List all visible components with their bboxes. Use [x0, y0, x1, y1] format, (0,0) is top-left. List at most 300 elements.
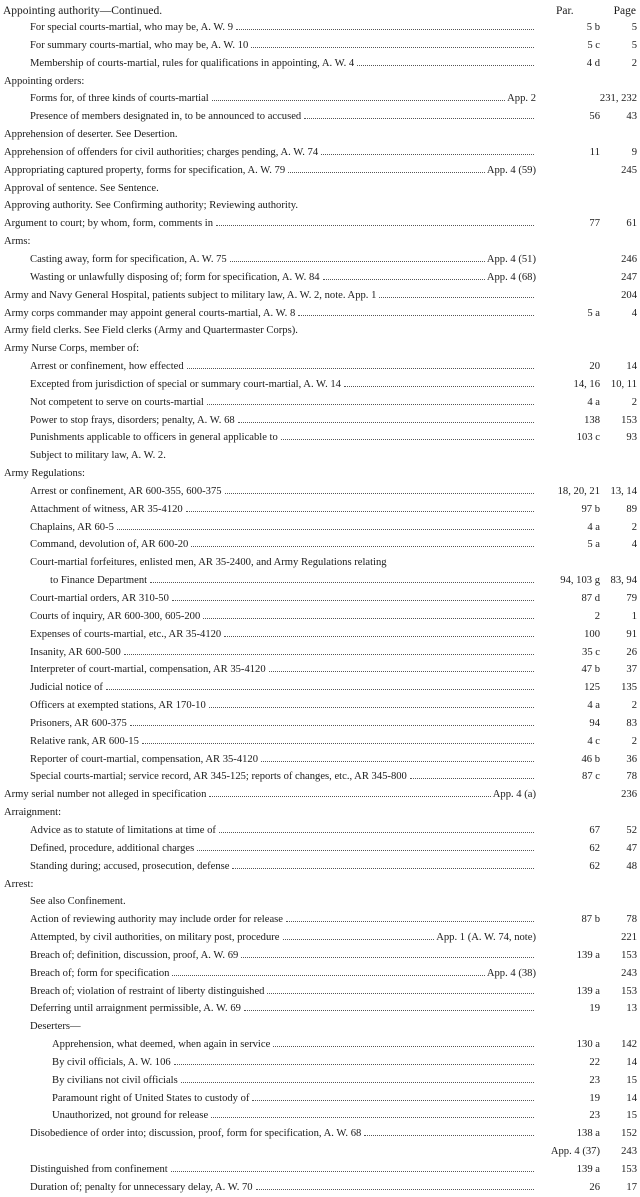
entry-label: Deferring until arraignment permissible, A. W. 69 — [30, 1003, 241, 1015]
page-number: 153 — [621, 949, 637, 961]
appendix-reference: App. 4 (a) — [492, 789, 536, 801]
index-entry — [0, 412, 640, 430]
entry-label: Breach of; form for specification — [30, 967, 170, 979]
index-entry — [0, 162, 640, 180]
paragraph-number: 138 — [584, 414, 600, 426]
index-entry — [0, 55, 640, 73]
index-entry — [0, 90, 640, 108]
entry-text-line — [0, 215, 536, 233]
entry-label: Excepted from jurisdiction of special or summary court-martial, A. W. 14 — [30, 378, 341, 390]
entry-text-line — [0, 287, 536, 305]
page-number: 2 — [631, 700, 637, 712]
entry-label: Subject to military law, A. W. 2. — [30, 450, 166, 462]
dot-leader — [187, 358, 534, 369]
paragraph-number: 11 — [589, 146, 600, 158]
entry-label: Command, devolution of, AR 600-20 — [30, 539, 189, 551]
dot-leader — [150, 572, 534, 583]
paragraph-number: 5 a — [587, 539, 600, 551]
page-column-heading: Page — [613, 5, 636, 17]
entry-text-line — [0, 751, 536, 769]
entry-text-line — [0, 1054, 536, 1072]
page-number: 93 — [626, 432, 637, 444]
paragraph-number: 2 — [594, 610, 600, 622]
page-number: 47 — [626, 842, 637, 854]
dot-leader — [251, 37, 534, 48]
paragraph-number: 4 d — [586, 57, 600, 69]
entry-text-line — [0, 911, 536, 929]
index-entry — [0, 822, 640, 840]
entry-label: Appropriating captured property, forms for specification, A. W. 79 — [4, 164, 286, 176]
entry-text-line — [0, 733, 536, 751]
page-number: 153 — [621, 414, 637, 426]
page-number: 245 — [621, 164, 637, 176]
index-entry — [0, 840, 640, 858]
index-entry — [0, 679, 640, 697]
dot-leader — [321, 144, 534, 155]
page-number: 78 — [626, 771, 637, 783]
entry-label: Officers at exempted stations, AR 170-10 — [30, 700, 206, 712]
index-entry — [0, 1125, 640, 1143]
entry-text-line — [0, 90, 536, 108]
dot-leader — [225, 483, 534, 494]
dot-leader — [224, 626, 534, 637]
index-entry — [0, 768, 640, 786]
entry-label: Expenses of courts-martial, etc., AR 35-4120 — [30, 628, 222, 640]
index-entry — [0, 536, 640, 554]
entry-label: Attempted, by civil authorities, on military post, procedure — [30, 932, 280, 944]
page-number: 10, 11 — [610, 378, 637, 390]
entry-label: Prisoners, AR 600-375 — [30, 717, 127, 729]
index-entry — [0, 1179, 640, 1197]
entry-text-line — [0, 1161, 536, 1179]
entry-label: Reporter of court-martial, compensation, AR 35-4120 — [30, 753, 259, 765]
entry-text-line — [0, 536, 536, 554]
paragraph-number: 87 d — [581, 593, 600, 604]
index-entry — [0, 233, 640, 251]
index-entry — [0, 322, 640, 340]
dot-leader — [357, 55, 534, 66]
paragraph-number: 139 a — [576, 1164, 600, 1175]
entry-label: Court-martial forfeitures, enlisted men, AR 35-2400, and Army Regulations relating — [30, 557, 387, 569]
dot-leader — [379, 287, 534, 298]
index-entry — [0, 251, 640, 269]
entry-text-line — [0, 1179, 536, 1197]
entry-text-line — [0, 126, 536, 144]
index-entry — [0, 340, 640, 358]
paragraph-number: 94, 103 g — [560, 575, 600, 587]
page-number: 221 — [621, 932, 637, 944]
entry-text-line — [0, 983, 536, 1001]
entry-text-line — [0, 1090, 536, 1108]
appendix-reference: App. 4 (38) — [486, 967, 536, 979]
dot-leader — [281, 429, 534, 440]
appendix-reference: App. 1 (A. W. 74, note) — [436, 932, 536, 944]
index-entry — [0, 876, 640, 894]
paragraph-number: 130 a — [576, 1039, 600, 1051]
entry-label: Approving authority. See Confirming authority; Reviewing authority. — [4, 200, 299, 212]
page-number: 14 — [626, 361, 637, 373]
index-entry — [0, 73, 640, 91]
dot-leader — [244, 1000, 534, 1011]
entry-label: Army corps commander may appoint general courts-martial, A. W. 8 — [4, 307, 296, 319]
dot-leader — [124, 644, 534, 655]
page-number: 231, 232 — [599, 93, 637, 105]
entry-label: Army Nurse Corps, member of: — [4, 343, 140, 355]
paragraph-number: 23 — [589, 1074, 600, 1086]
index-entry — [0, 911, 640, 929]
paragraph-number: 20 — [589, 361, 600, 373]
entry-label: Army serial number not alleged in specification — [4, 789, 207, 801]
entry-text-line — [0, 876, 536, 894]
paragraph-number: 18, 20, 21 — [557, 485, 600, 497]
paragraph-number: 94 — [589, 717, 600, 729]
entry-text-line — [0, 679, 536, 697]
entry-text-line — [0, 1125, 536, 1143]
page-number: 37 — [626, 664, 637, 676]
page-number: 204 — [621, 289, 637, 301]
paragraph-number: 139 a — [576, 985, 600, 997]
page-number: 91 — [626, 628, 637, 640]
entry-label: to Finance Department — [50, 575, 148, 587]
entry-label: Special courts-martial; service record, AR 345-125; reports of changes, etc., AR 345-800 — [30, 771, 407, 783]
page-number: 4 — [631, 307, 637, 319]
entry-text-line — [0, 1036, 536, 1054]
entry-text-line — [0, 108, 536, 126]
paragraph-number: 67 — [589, 824, 600, 836]
entry-text-line — [0, 608, 536, 626]
page-number: 152 — [621, 1128, 637, 1140]
dot-leader — [219, 822, 534, 833]
entry-label: Breach of; violation of restraint of liberty distinguished — [30, 985, 265, 997]
dot-leader — [142, 733, 534, 744]
entry-label: Arms: — [4, 236, 31, 248]
appendix-reference: App. 4 (59) — [486, 164, 536, 176]
dot-leader — [171, 1161, 534, 1172]
page-number: 135 — [621, 682, 637, 694]
dot-leader — [117, 519, 534, 530]
paragraph-number: 56 — [589, 111, 600, 123]
entry-label: Argument to court; by whom, form, comments in — [4, 218, 214, 230]
entry-label: Advice as to statute of limitations at time of — [30, 824, 216, 836]
dot-leader — [172, 590, 534, 601]
entry-text-line — [0, 429, 536, 447]
paragraph-number: 14, 16 — [573, 378, 600, 390]
entry-label: Action of reviewing authority may include order for release — [30, 914, 283, 926]
paragraph-number: 4 a — [587, 700, 600, 712]
paragraph-number: 62 — [589, 842, 600, 854]
dot-leader — [241, 947, 534, 958]
index-entry — [0, 661, 640, 679]
page-number: 2 — [631, 396, 637, 408]
index-entry — [0, 965, 640, 983]
dot-leader — [269, 661, 534, 672]
entry-label: Wasting or unlawfully disposing of; form for specification, A. W. 84 — [30, 271, 320, 283]
index-entry — [0, 893, 640, 911]
entry-label: Arraignment: — [4, 807, 62, 819]
dot-leader — [197, 840, 534, 851]
index-entry — [0, 197, 640, 215]
entry-label: By civil officials, A. W. 106 — [52, 1056, 171, 1068]
entry-label: Relative rank, AR 600-15 — [30, 735, 139, 747]
entry-text-line — [0, 1107, 536, 1125]
dot-leader — [212, 90, 505, 101]
page-number: 2 — [631, 521, 637, 533]
entry-text-line — [0, 858, 536, 876]
page-number: 14 — [626, 1092, 637, 1104]
dot-leader — [273, 1036, 534, 1047]
entry-text-line — [0, 965, 536, 983]
entry-text-line — [0, 929, 536, 947]
index-entry — [0, 554, 640, 572]
dot-leader — [216, 215, 534, 226]
page-number: 5 — [631, 22, 637, 33]
paragraph-number: 87 b — [581, 914, 600, 926]
index-entry — [0, 465, 640, 483]
index-entry — [0, 126, 640, 144]
index-entry — [0, 751, 640, 769]
appendix-reference: App. 2 — [507, 93, 536, 105]
entry-label: Approval of sentence. See Sentence. — [4, 182, 159, 194]
index-entry — [0, 376, 640, 394]
page-number: 247 — [621, 271, 637, 283]
entry-label: Insanity, AR 600-500 — [30, 646, 121, 658]
entry-text-line — [0, 626, 536, 644]
page-number: 83, 94 — [610, 575, 637, 587]
entry-text-line — [0, 465, 536, 483]
page-number: 15 — [626, 1110, 637, 1122]
page-number: 246 — [621, 253, 637, 265]
index-entry — [0, 1018, 640, 1036]
page-number: 5 — [631, 39, 637, 51]
paragraph-number: 19 — [589, 1092, 600, 1104]
index-entry — [0, 37, 640, 55]
dot-leader — [191, 536, 534, 547]
index-entry — [0, 697, 640, 715]
entry-label: For summary courts-martial, who may be, A. W. 10 — [30, 39, 249, 51]
index-entry — [0, 1072, 640, 1090]
dot-leader — [232, 858, 534, 869]
dot-leader — [410, 768, 534, 779]
entry-label: Not competent to serve on courts-martial — [30, 396, 204, 408]
dot-leader — [283, 929, 435, 940]
entry-label: Arrest or confinement, how effected — [30, 361, 184, 373]
index-entry — [0, 19, 640, 37]
entry-text-line — [0, 73, 536, 91]
page-number: 142 — [621, 1039, 637, 1051]
index-entry — [0, 626, 640, 644]
index-entry — [0, 590, 640, 608]
index-entry — [0, 108, 640, 126]
paragraph-number: 103 c — [576, 432, 600, 444]
index-entry — [0, 733, 640, 751]
entry-text-line — [0, 447, 536, 465]
page-number: 78 — [626, 914, 637, 926]
paragraph-number: 77 — [589, 218, 600, 230]
index-entry — [0, 447, 640, 465]
entry-label: See also Confinement. — [30, 896, 126, 908]
entry-label: Army Regulations: — [4, 468, 85, 480]
entry-label: Paramount right of United States to custody of — [52, 1092, 250, 1104]
paragraph-number: 35 c — [582, 646, 600, 658]
dot-leader — [364, 1125, 534, 1136]
entry-label: Punishments applicable to officers in general applicable to — [30, 432, 278, 444]
paragraph-number: 5 a — [587, 307, 600, 319]
paragraph-number: 46 b — [581, 753, 600, 765]
appendix-reference: App. 4 (68) — [486, 271, 536, 283]
par-column-heading: Par. — [556, 5, 574, 17]
page-number: 43 — [626, 111, 637, 123]
entry-label: Duration of; penalty for unnecessary delay, A. W. 70 — [30, 1181, 253, 1193]
entry-text-line — [0, 197, 536, 215]
dot-leader — [288, 162, 485, 173]
index-entry — [0, 429, 640, 447]
entry-text-line — [0, 786, 536, 804]
entry-text-line — [0, 804, 536, 822]
dot-leader — [267, 983, 534, 994]
entry-text-line — [0, 376, 536, 394]
dot-leader — [304, 108, 534, 119]
page-number: 1 — [631, 610, 637, 622]
dot-leader — [209, 697, 534, 708]
entry-label: Apprehension of deserter. See Desertion. — [4, 129, 178, 141]
entry-text-line — [0, 358, 536, 376]
dot-leader — [172, 965, 484, 976]
page-number: 14 — [626, 1056, 637, 1068]
paragraph-number: 87 c — [582, 771, 600, 783]
page-number: 61 — [626, 218, 637, 230]
index-entry — [0, 929, 640, 947]
paragraph-number: App. 4 (37) — [550, 1146, 600, 1158]
dot-leader — [186, 501, 534, 512]
index-entry — [0, 858, 640, 876]
entry-text-line — [0, 37, 536, 55]
entry-text-line — [0, 322, 536, 340]
entry-text-line — [0, 697, 536, 715]
entry-text-line — [0, 144, 536, 162]
paragraph-number: 139 a — [576, 949, 600, 961]
index-entry — [0, 644, 640, 662]
index-entry — [0, 269, 640, 287]
entry-label: Arrest: — [4, 878, 34, 890]
dot-leader — [209, 786, 490, 797]
index-entry — [0, 1090, 640, 1108]
index-entry — [0, 358, 640, 376]
page-number: 243 — [621, 1146, 637, 1158]
dot-leader — [236, 19, 534, 30]
entry-text-line — [0, 1018, 536, 1036]
dot-leader — [106, 679, 534, 690]
entry-text-line — [0, 1072, 536, 1090]
entry-text-line — [0, 554, 536, 572]
index-entry — [0, 1000, 640, 1018]
dot-leader — [323, 269, 485, 280]
paragraph-number: 4 a — [587, 521, 600, 533]
index-entry — [0, 483, 640, 501]
index-entry — [0, 519, 640, 537]
entry-text-line — [0, 251, 536, 269]
entry-label: Breach of; definition, discussion, proof, A. W. 69 — [30, 949, 239, 961]
paragraph-number: 62 — [589, 860, 600, 872]
dot-leader — [252, 1090, 534, 1101]
index-entry — [0, 983, 640, 1001]
entry-text-line — [0, 162, 536, 180]
entry-label: Apprehension of offenders for civil authorities; charges pending, A. W. 74 — [4, 146, 319, 158]
paragraph-number: 26 — [589, 1181, 600, 1193]
entry-text-line — [0, 590, 536, 608]
page-number: 83 — [626, 717, 637, 729]
entry-label: Presence of members designated in, to be announced to accused — [30, 111, 302, 123]
entry-label: Attachment of witness, AR 35-4120 — [30, 503, 183, 515]
entry-text-line — [0, 55, 536, 73]
page-number: 89 — [626, 503, 637, 515]
index-entry — [0, 1036, 640, 1054]
entry-label: Courts of inquiry, AR 600-300, 605-200 — [30, 610, 201, 622]
index-entry — [0, 501, 640, 519]
entry-text-line — [0, 822, 536, 840]
paragraph-number: 5 b — [586, 22, 600, 33]
paragraph-number: 22 — [589, 1056, 600, 1068]
index-entry — [0, 947, 640, 965]
entry-text-line — [0, 644, 536, 662]
dot-leader — [207, 394, 534, 405]
dot-leader — [256, 1179, 534, 1190]
paragraph-number: 97 b — [581, 503, 600, 515]
entry-label: Deserters— — [30, 1021, 81, 1033]
entry-label: Power to stop frays, disorders; penalty, A. W. 68 — [30, 414, 235, 426]
index-entry — [0, 180, 640, 198]
page-number: 26 — [626, 646, 637, 658]
dot-leader — [344, 376, 534, 387]
entry-text-line — [0, 394, 536, 412]
dot-leader — [130, 715, 534, 726]
entry-label: Forms for, of three kinds of courts-martial — [30, 93, 209, 105]
entry-label: For special courts-martial, who may be, A. W. 9 — [30, 22, 234, 33]
index-entry — [0, 608, 640, 626]
entry-text-line — [0, 233, 536, 251]
dot-leader — [174, 1054, 534, 1065]
dot-leader — [261, 751, 534, 762]
page-number: 48 — [626, 860, 637, 872]
page-number: 243 — [621, 967, 637, 979]
entry-label: Court-martial orders, AR 310-50 — [30, 593, 169, 604]
dot-leader — [230, 251, 485, 262]
entry-label: Membership of courts-martial, rules for qualifications in appointing, A. W. 4 — [30, 57, 355, 69]
page-number: 13, 14 — [610, 485, 637, 497]
entry-label: Unauthorized, not ground for release — [52, 1110, 209, 1122]
page-number: 79 — [626, 593, 637, 604]
entry-label: Interpreter of court-martial, compensation, AR 35-4120 — [30, 664, 266, 676]
entry-text-line — [0, 501, 536, 519]
entry-label: Army and Navy General Hospital, patients subject to military law, A. W. 2, note. App. 1 — [4, 289, 377, 301]
index-entry — [0, 1161, 640, 1179]
index-entry — [0, 786, 640, 804]
paragraph-number: 125 — [584, 682, 600, 694]
entry-label: Arrest or confinement, AR 600-355, 600-375 — [30, 485, 222, 497]
entry-text-line — [0, 340, 536, 358]
entry-text-line — [0, 519, 536, 537]
entry-text-line — [0, 1000, 536, 1018]
index-entry — [0, 804, 640, 822]
page-number: 36 — [626, 753, 637, 765]
index-entry — [0, 1143, 640, 1161]
entry-text-line — [0, 180, 536, 198]
entry-text-line — [0, 768, 536, 786]
entry-text-line — [0, 947, 536, 965]
entry-label: Disobedience of order into; discussion, proof, form for specification, A. W. 68 — [30, 1128, 362, 1140]
entry-label: Appointing orders: — [4, 75, 85, 87]
page-number: 17 — [626, 1181, 637, 1193]
dot-leader — [211, 1107, 534, 1118]
